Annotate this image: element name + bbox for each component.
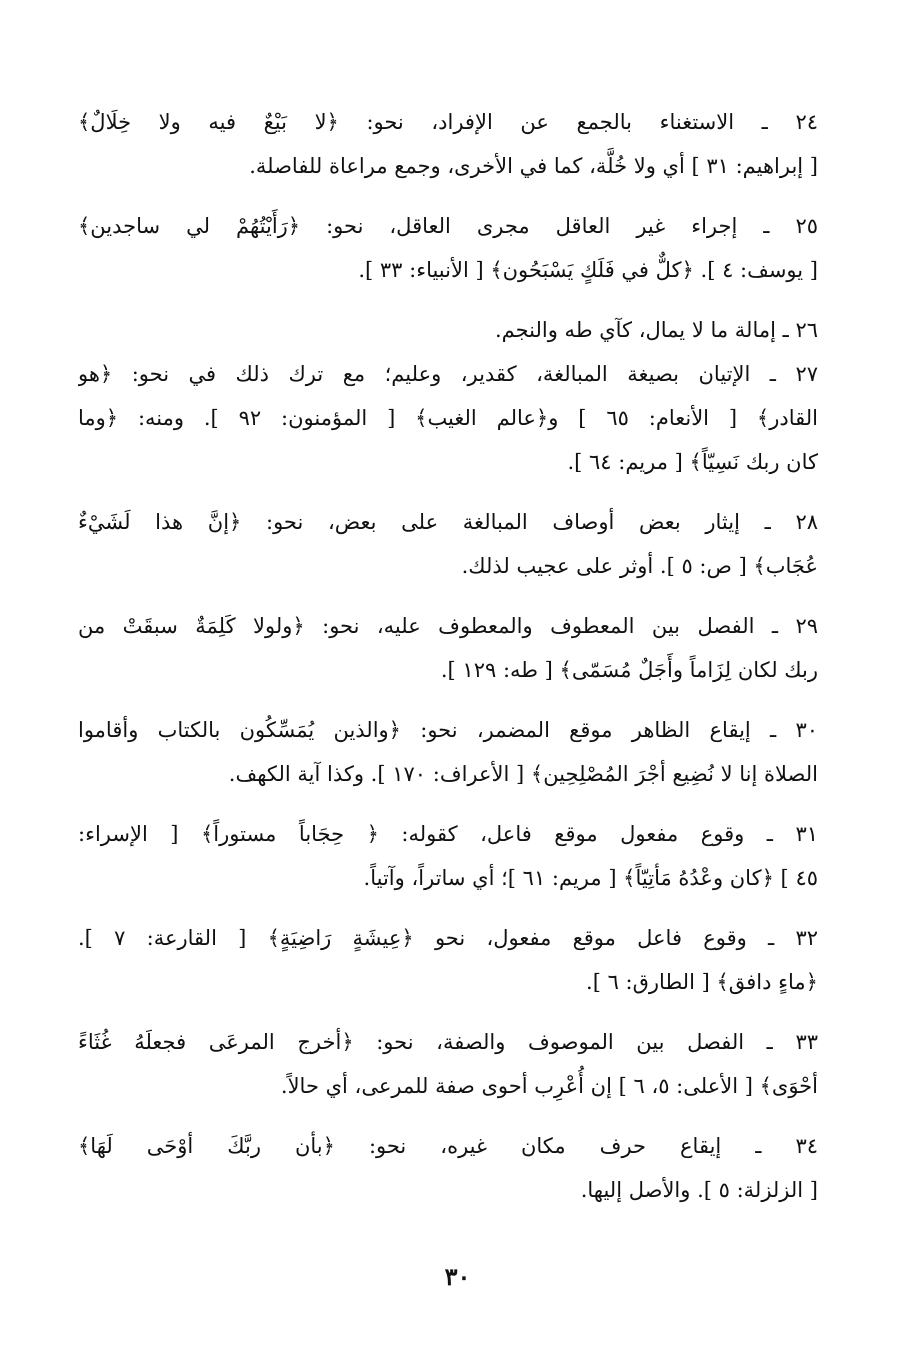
entry-32-line-1: ٣٢ ـ وقوع فاعل موقع مفعول، نحو ﴿عِيشَةٍ رَاضِيَةٍ﴾ [ القارعة: ٧ ]. xyxy=(78,926,818,950)
entry-29-line-2: ربك لكان لِزَاماً وأَجَلٌ مُسَمّى﴾ [ طه: ١٢٩ ]. xyxy=(440,658,818,682)
entry-34 xyxy=(78,1124,818,1212)
entry-32-line-2: ﴿ماءٍ دافق﴾ [ الطارق: ٦ ]. xyxy=(586,970,818,994)
entry-28-line-1: ٢٨ ـ إيثار بعض أوصاف المبالغة على بعض، نحو: ﴿إنَّ هذا لَشَيْءٌ xyxy=(78,510,818,534)
entry-25-line-2: [ يوسف: ٤ ]. ﴿كلٌّ في فَلَكٍ يَسْبَحُون﴾ [ الأنبياء: ٣٣ ]. xyxy=(358,258,818,282)
entry-28 xyxy=(78,500,818,588)
entry-34-line-2: [ الزلزلة: ٥ ]. والأصل إليها. xyxy=(580,1178,818,1202)
entry-30-line-2: الصلاة إنا لا نُضِيع أجْرَ المُصْلِحِين﴾ [ الأعراف: ١٧٠ ]. وكذا آية الكهف. xyxy=(228,762,818,786)
entry-31 xyxy=(78,812,818,900)
entry-26-27 xyxy=(78,308,818,484)
entry-28-line-2: عُجَاب﴾ [ ص: ٥ ]. أوثر على عجيب لذلك. xyxy=(461,554,818,578)
entry-30 xyxy=(78,708,818,796)
entry-30-line-1: ٣٠ ـ إيقاع الظاهر موقع المضمر، نحو: ﴿والذين يُمَسِّكُون بالكتاب وأقاموا xyxy=(78,718,818,742)
entry-25-line-1: ٢٥ ـ إجراء غير العاقل مجرى العاقل، نحو: ﴿رَأَيْتُهُمْ لي ساجدين﴾ xyxy=(78,214,818,238)
entry-25 xyxy=(78,204,818,292)
entry-24-line-2: [ إبراهيم: ٣١ ] أي ولا خُلَّة، كما في الأخرى، وجمع مراعاة للفاصلة. xyxy=(249,154,818,178)
entry-27-line-2: القادر﴾ [ الأنعام: ٦٥ ] و﴿عالم الغيب﴾ [ المؤمنون: ٩٢ ]. ومنه: ﴿وما xyxy=(78,406,818,430)
entry-24 xyxy=(78,100,818,188)
entry-27-line-3: كان ربك نَسِيّاً﴾ [ مريم: ٦٤ ]. xyxy=(567,450,818,474)
page-number: ٣٠ xyxy=(444,1262,471,1291)
entry-27-line-1: ٢٧ ـ الإتيان بصيغة المبالغة، كقدير، وعليم؛ مع ترك ذلك في نحو: ﴿هو xyxy=(78,362,818,386)
entry-29-line-1: ٢٩ ـ الفصل بين المعطوف والمعطوف عليه، نحو: ﴿ولولا كَلِمَةٌ سبقَتْ من xyxy=(78,614,818,638)
entry-24-line-1: ٢٤ ـ الاستغناء بالجمع عن الإفراد، نحو: ﴿لا بَيْعٌ فيه ولا خِلَالٌ﴾ xyxy=(78,110,818,134)
entry-29 xyxy=(78,604,818,692)
entry-26-line-1: ٢٦ ـ إمالة ما لا يمال، كآي طه والنجم. xyxy=(494,318,818,342)
entry-32 xyxy=(78,916,818,1004)
entry-33-line-1: ٣٣ ـ الفصل بين الموصوف والصفة، نحو: ﴿أخرج المرعَى فجعلَهُ غُثَاءً xyxy=(78,1030,818,1054)
entry-33-line-2: أحْوَى﴾ [ الأعلى: ٥، ٦ ] إن أُعْرِب أحوى صفة للمرعى، أي حالاً. xyxy=(280,1074,818,1098)
entry-31-line-1: ٣١ ـ وقوع مفعول موقع فاعل، كقوله: ﴿ حِجَاباً مستوراً﴾ [ الإسراء: xyxy=(78,822,818,846)
entry-33 xyxy=(78,1020,818,1108)
page-body xyxy=(78,100,818,1260)
entry-31-line-2: ٤٥ ] ﴿كان وعْدُهُ مَأتِيّاً﴾ [ مريم: ٦١ ]؛ أي ساتراً، وآتياً. xyxy=(363,866,818,890)
entry-34-line-1: ٣٤ ـ إيقاع حرف مكان غيره، نحو: ﴿بأن ربَّكَ أوْحَى لَهَا﴾ xyxy=(78,1134,818,1158)
